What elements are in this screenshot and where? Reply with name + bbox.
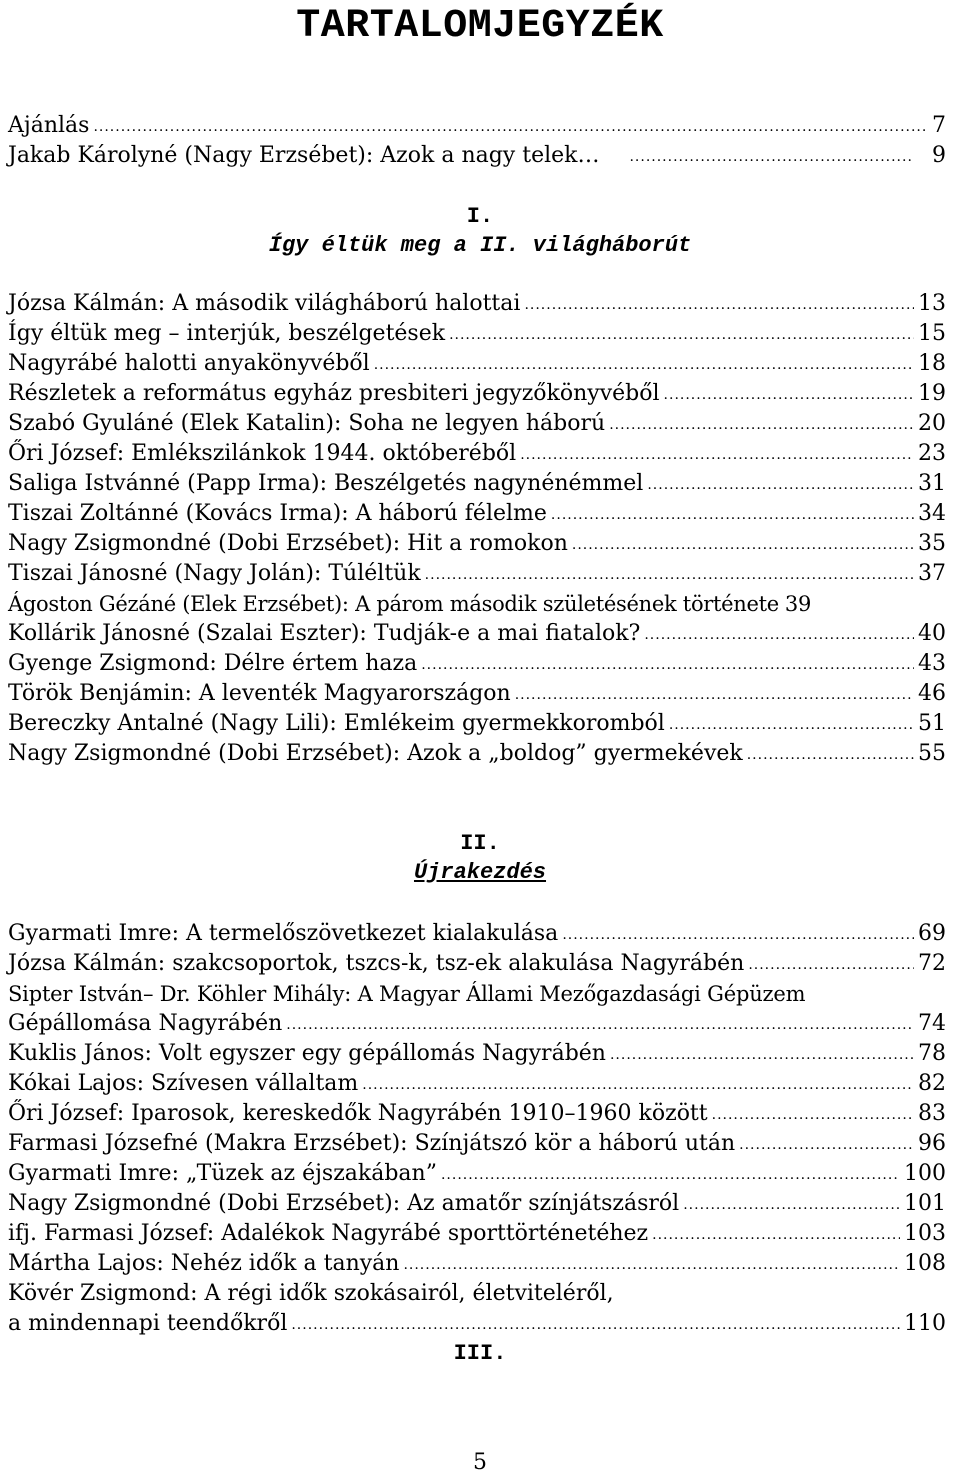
toc-entry — [8, 469, 946, 499]
toc-entry-text: Gépállomása Nagyrábén — [8, 1011, 283, 1036]
dot-leader — [362, 1070, 914, 1100]
dot-leader — [712, 1100, 914, 1130]
dot-leader — [669, 710, 914, 740]
toc-entry-page: 7 — [932, 113, 946, 138]
toc-entry — [8, 709, 946, 739]
dot-leader — [609, 410, 914, 440]
dot-leader — [664, 380, 914, 410]
toc-entry-page: 19 — [918, 381, 946, 406]
toc-entry-text: Így éltük meg – interjúk, beszélgetések — [8, 321, 446, 346]
toc-entry-text: Ágoston Gézáné (Elek Erzsébet): A párom második születésének története — [8, 592, 779, 616]
toc-entry — [8, 1159, 946, 1189]
toc-entry — [8, 949, 946, 979]
toc-entry-text: Nagyrábé halotti anyakönyvéből — [8, 351, 370, 376]
toc-entry — [8, 649, 946, 679]
toc-entry-page: 39 — [784, 592, 812, 616]
dot-leader — [291, 1310, 900, 1340]
toc-entry-page: 35 — [918, 531, 946, 556]
section-title: Így éltük meg a II. világháborút — [268, 233, 692, 258]
section-number: I. — [466, 204, 494, 229]
toc-entry-page: 103 — [904, 1221, 946, 1246]
dot-leader — [425, 560, 914, 590]
toc-entry-page: 83 — [918, 1101, 946, 1126]
dot-leader — [441, 1160, 900, 1190]
dot-leader — [748, 950, 914, 980]
toc-entry — [8, 409, 946, 439]
dot-leader — [562, 920, 914, 950]
toc-entry-page: 46 — [918, 681, 946, 706]
toc-entry-page: 9 — [932, 143, 946, 168]
toc-entry-text: Őri József: Iparosok, kereskedők Nagyrábén 1910–1960 között — [8, 1101, 708, 1126]
toc-entry-text: Tiszai Jánosné (Nagy Jolán): Túléltük — [8, 561, 421, 586]
toc-entry-page: 96 — [918, 1131, 946, 1156]
toc-entry — [8, 679, 946, 709]
dot-leader — [610, 1040, 914, 1070]
dot-leader — [683, 1190, 900, 1220]
dot-leader — [551, 500, 914, 530]
toc-entry-text: Török Benjámin: A leventék Magyarországon — [8, 681, 511, 706]
dot-leader — [520, 440, 914, 470]
toc-entry — [8, 289, 946, 319]
toc-entry — [8, 439, 946, 469]
toc-entry-text: Farmasi Józsefné (Makra Erzsébet): Színjátszó kör a háború után — [8, 1131, 736, 1156]
dot-leader — [644, 620, 914, 650]
toc-entry-text: Józsa Kálmán: szakcsoportok, tszcs-k, tsz-ek alakulása Nagyrábén — [8, 951, 745, 976]
toc-entry-page: 108 — [904, 1251, 946, 1276]
toc-entry-page: 20 — [918, 411, 946, 436]
toc-entry-text: Kókai Lajos: Szívesen vállaltam — [8, 1071, 359, 1096]
toc-entry — [8, 1249, 946, 1279]
dot-leader — [93, 112, 928, 142]
toc-entry — [8, 1129, 946, 1159]
dot-leader — [747, 740, 914, 770]
toc-entry-text: Sipter István– Dr. Köhler Mihály: A Magyar Állami Mezőgazdasági Gépüzem — [8, 982, 806, 1006]
toc-entry — [8, 111, 946, 141]
toc-entry-page: 23 — [918, 441, 946, 466]
toc-entry-page: 72 — [918, 951, 946, 976]
toc-entry-text: Őri József: Emlékszilánkok 1944. októberéből — [8, 441, 517, 466]
toc-entry-text: Gyarmati Imre: A termelőszövetkezet kialakulása — [8, 921, 559, 946]
dot-leader — [286, 1010, 914, 1040]
toc-entry-text: Saliga Istvánné (Papp Irma): Beszélgetés nagynénémmel — [8, 471, 644, 496]
toc-entry — [8, 589, 946, 619]
toc-entry-text: Kövér Zsigmond: A régi idők szokásairól, életviteléről, — [8, 1281, 614, 1306]
toc-entry-text: Nagy Zsigmondné (Dobi Erzsébet): Azok a „boldog” gyermekévek — [8, 741, 743, 766]
toc-entry-text: Részletek a református egyház presbiteri jegyzőkönyvéből — [8, 381, 660, 406]
toc-entry-text: Bereczky Antalné (Nagy Lili): Emlékeim gyermekkoromból — [8, 711, 665, 736]
dot-leader — [449, 320, 914, 350]
toc-entry-page: 18 — [918, 351, 946, 376]
toc-entry-text: ifj. Farmasi József: Adalékok Nagyrábé sporttörténetéhez — [8, 1221, 649, 1246]
toc-entry-text: Nagy Zsigmondné (Dobi Erzsébet): Az amatőr színjátszásról — [8, 1191, 680, 1216]
toc-entry — [8, 559, 946, 589]
dot-leader — [652, 1220, 900, 1250]
toc-entry — [8, 319, 946, 349]
toc-entry-text: Szabó Gyuláné (Elek Katalin): Soha ne legyen háború — [8, 411, 606, 436]
toc-entry-page: 40 — [918, 621, 946, 646]
toc-entry-page: 51 — [918, 711, 946, 736]
toc-entry-page: 101 — [904, 1191, 946, 1216]
toc-entry-page: 34 — [918, 501, 946, 526]
section-title: Újrakezdés — [413, 860, 547, 885]
toc-entry-text: Mártha Lajos: Nehéz idők a tanyán — [8, 1251, 400, 1276]
dot-leader — [629, 142, 914, 172]
toc-entry-text: Kuklis János: Volt egyszer egy gépállomás Nagyrábén — [8, 1041, 606, 1066]
toc-entry — [8, 1039, 946, 1069]
toc-entry — [8, 379, 946, 409]
toc-entry — [8, 1309, 946, 1339]
toc-entry-text: Gyarmati Imre: „Tüzek az éjszakában” — [8, 1161, 437, 1186]
dot-leader — [421, 650, 914, 680]
toc-entry-text: Nagy Zsigmondné (Dobi Erzsébet): Hit a romokon — [8, 531, 568, 556]
dot-leader — [572, 530, 914, 560]
toc-entry — [8, 1069, 946, 1099]
toc-entry-page: 78 — [918, 1041, 946, 1066]
toc-entry-text: Tiszai Zoltánné (Kovács Irma): A háború félelme — [8, 501, 547, 526]
toc-entry — [8, 529, 946, 559]
toc-entry-text: Józsa Kálmán: A második világháború halottai — [8, 291, 521, 316]
toc-entry — [8, 1099, 946, 1129]
toc-entry — [8, 499, 946, 529]
toc-entry — [8, 919, 946, 949]
toc-entry — [8, 1009, 946, 1039]
dot-leader — [739, 1130, 914, 1160]
toc-entry — [8, 739, 946, 769]
toc-entry-page: 43 — [918, 651, 946, 676]
dot-leader — [515, 680, 914, 710]
page-title: TARTALOMJEGYZÉK — [296, 4, 664, 49]
dot-leader — [647, 470, 914, 500]
toc-entry-text: Jakab Károlyné (Nagy Erzsébet): Azok a nagy telek… — [8, 143, 600, 168]
toc-entry-page: 100 — [904, 1161, 946, 1186]
toc-entry-text: Kollárik Jánosné (Szalai Eszter): Tudják-e a mai fiatalok? — [8, 621, 641, 646]
section-number: III. — [453, 1341, 507, 1366]
toc-entry-page: 82 — [918, 1071, 946, 1096]
toc-entry-text: Ajánlás — [8, 113, 90, 138]
toc-entry — [8, 349, 946, 379]
toc-entry — [8, 141, 946, 171]
toc-entry-text: a mindennapi teendőkről — [8, 1311, 288, 1336]
dot-leader — [374, 350, 914, 380]
toc-entry-page: 74 — [918, 1011, 946, 1036]
toc-entry-page: 15 — [918, 321, 946, 346]
toc-entry-page: 69 — [918, 921, 946, 946]
toc-entry — [8, 1219, 946, 1249]
toc-entry-page: 110 — [904, 1311, 946, 1336]
toc-entry-text: Gyenge Zsigmond: Délre értem haza — [8, 651, 418, 676]
toc-entry-page: 13 — [918, 291, 946, 316]
section-number: II. — [460, 831, 500, 856]
toc-entry-page: 31 — [918, 471, 946, 496]
dot-leader — [524, 290, 914, 320]
page-number: 5 — [473, 1450, 487, 1475]
toc-entry-page: 37 — [918, 561, 946, 586]
toc-entry — [8, 1189, 946, 1219]
dot-leader — [403, 1250, 900, 1280]
toc-entry — [8, 619, 946, 649]
toc-entry-page: 55 — [918, 741, 946, 766]
